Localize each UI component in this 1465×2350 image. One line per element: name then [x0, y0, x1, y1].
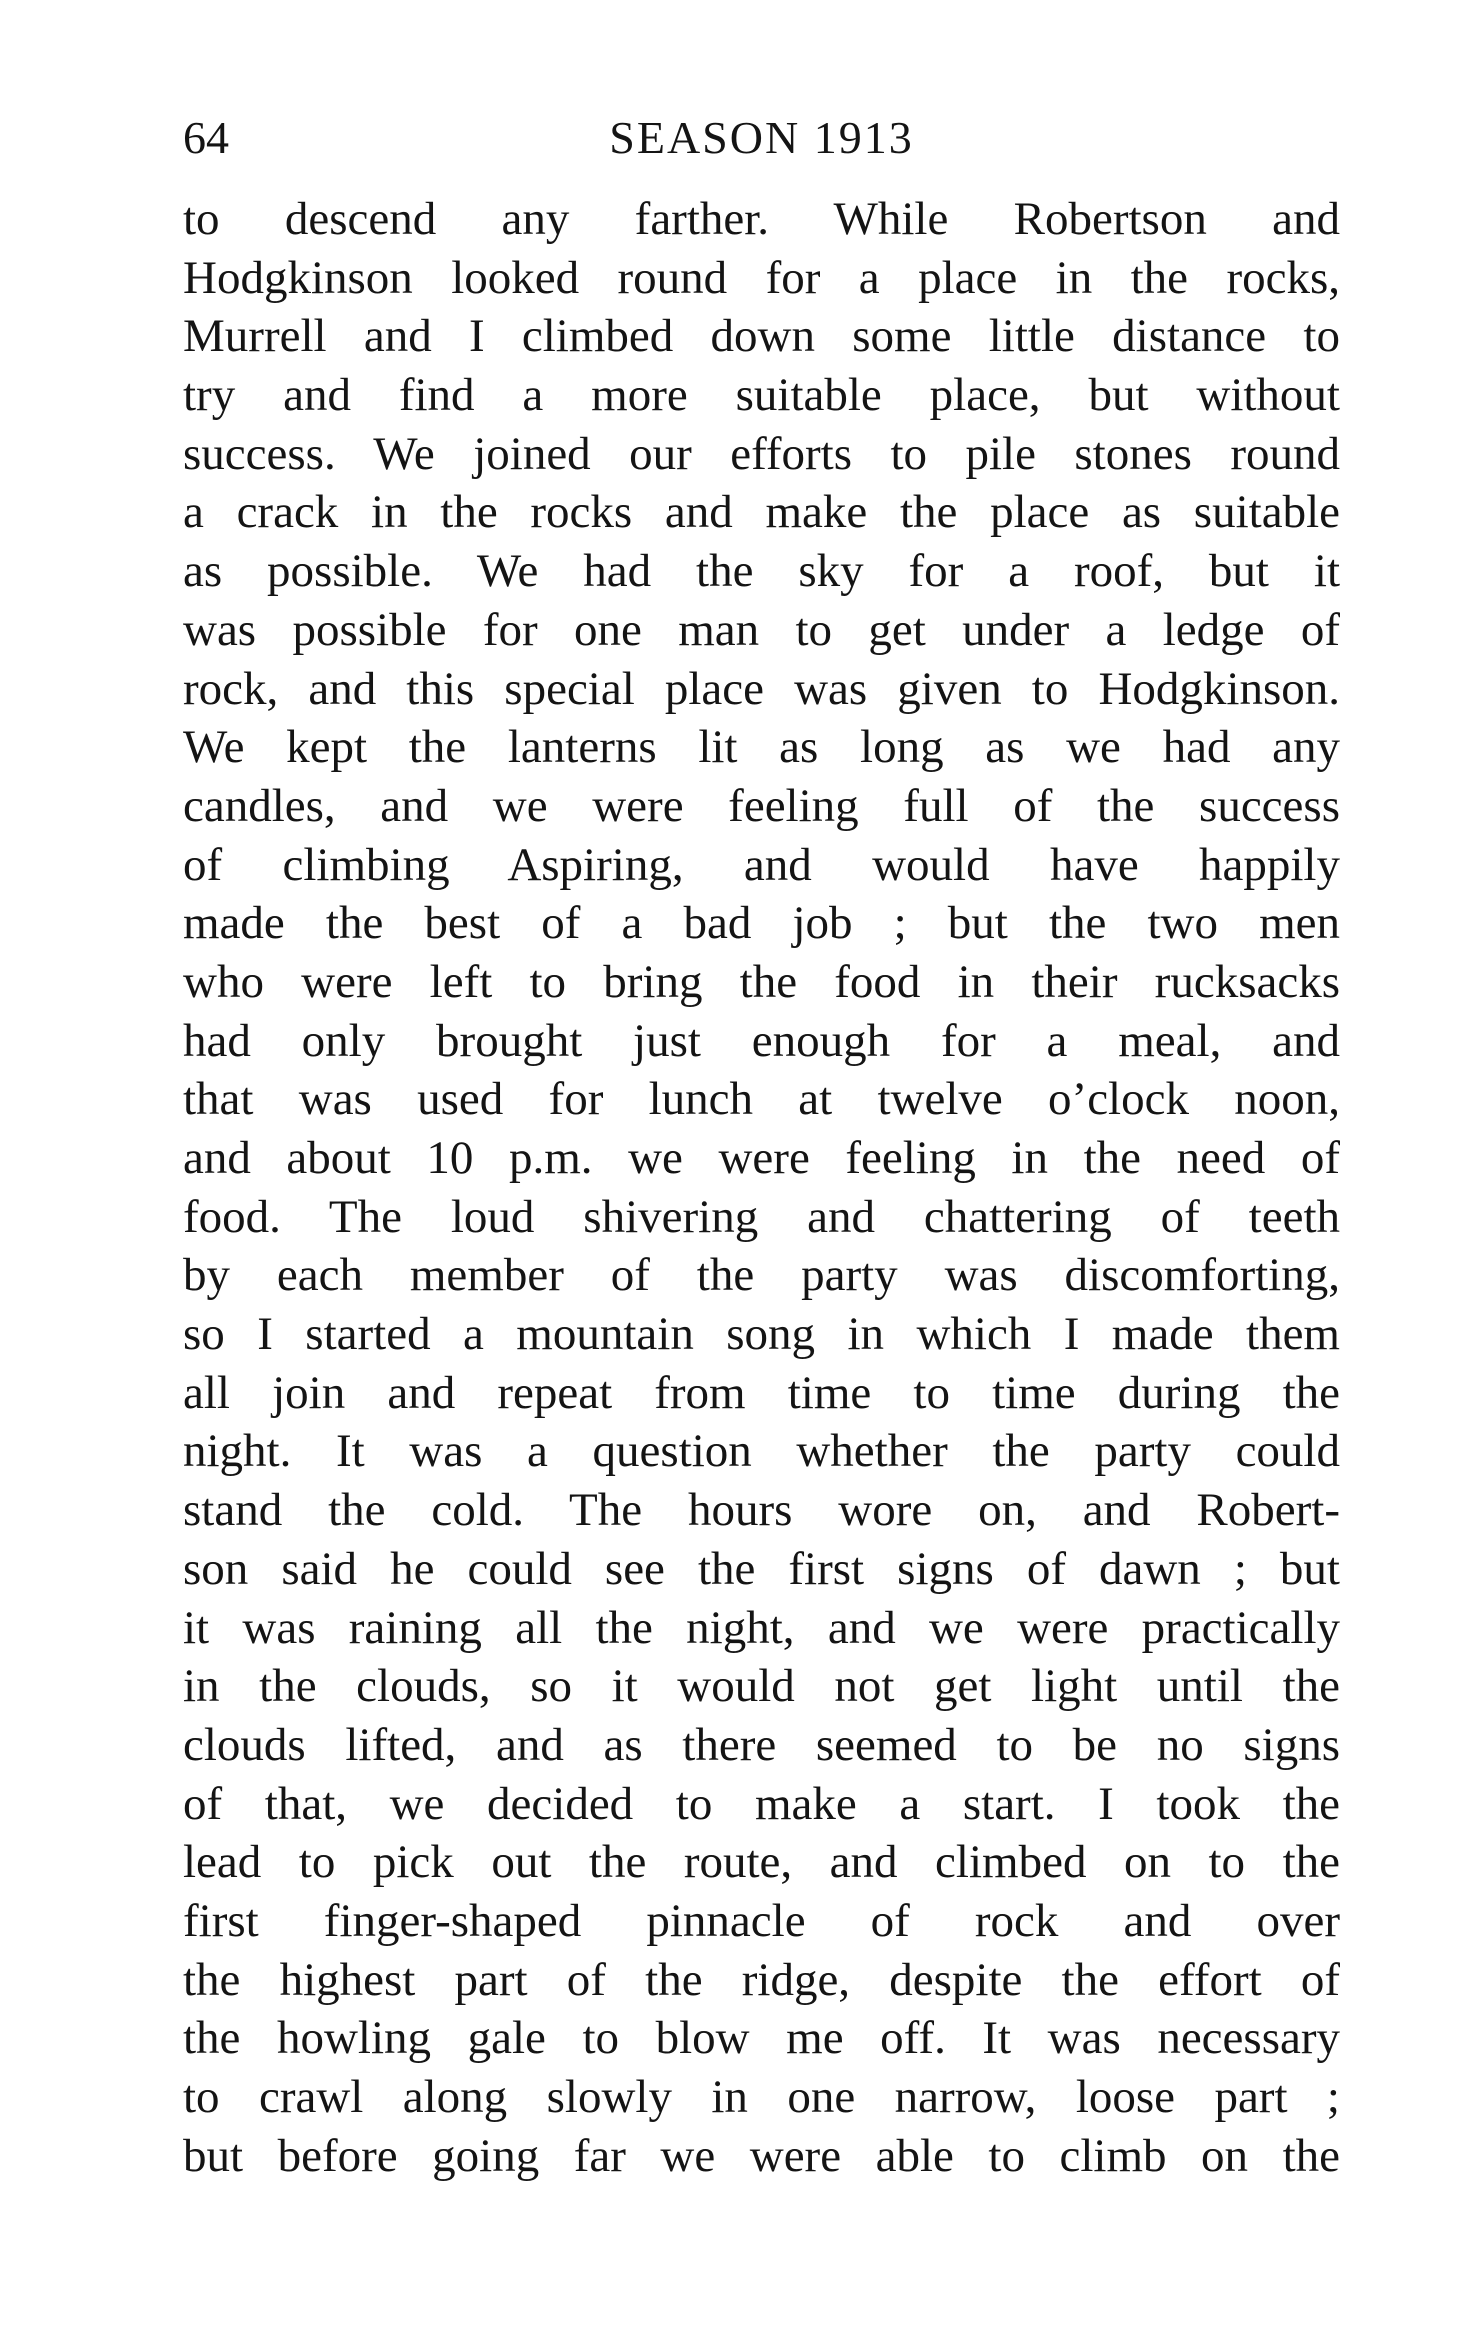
text-line: made the best of a bad job ; but the two men — [183, 897, 1340, 950]
running-head: SEASON 1913 — [609, 112, 914, 163]
text-line: candles, and we were feeling full of the success — [183, 779, 1340, 832]
text-line: to descend any farther. While Robertson and — [183, 193, 1340, 245]
text-line: success. We joined our efforts to pile stones round — [183, 427, 1340, 480]
text-line: food. The loud shivering and chattering of teeth — [183, 1190, 1340, 1243]
text-line: stand the cold. The hours wore on, and Robert- — [183, 1484, 1340, 1537]
text-line: We kept the lanterns lit as long as we had any — [183, 721, 1340, 774]
text-line: night. It was a question whether the party could — [183, 1425, 1340, 1478]
text-line: had only brought just enough for a meal, and — [183, 1014, 1340, 1067]
text-line: as possible. We had the sky for a roof, but it — [183, 545, 1340, 598]
text-line: so I started a mountain song in which I made them — [183, 1308, 1340, 1361]
text-line: rock, and this special place was given to Hodgkinson. — [183, 662, 1340, 715]
body-text — [183, 190, 1340, 2185]
text-line: clouds lifted, and as there seemed to be no signs — [183, 1718, 1340, 1771]
text-line: first finger-shaped pinnacle of rock and over — [183, 1894, 1340, 1947]
text-line: Murrell and I climbed down some little distance to — [183, 310, 1340, 363]
text-line: the howling gale to blow me off. It was necessary — [183, 2012, 1340, 2065]
text-line: to crawl along slowly in one narrow, loose part ; — [183, 2071, 1340, 2123]
page-header — [183, 108, 1340, 168]
page-number: 64 — [183, 112, 229, 163]
text-line: was possible for one man to get under a ledge of — [183, 603, 1340, 656]
text-line: by each member of the party was discomforting, — [183, 1249, 1340, 1302]
text-line: the highest part of the ridge, despite the effort of — [183, 1953, 1340, 2006]
text-line: all join and repeat from time to time during the — [183, 1366, 1340, 1419]
text-line: a crack in the rocks and make the place as suitable — [183, 486, 1340, 539]
text-line: Hodgkinson looked round for a place in the rocks, — [183, 251, 1340, 304]
text-line: of climbing Aspiring, and would have happily — [183, 838, 1340, 891]
text-line: and about 10 p.m. we were feeling in the need of — [183, 1132, 1340, 1184]
text-line: son said he could see the first signs of dawn ; but — [183, 1542, 1340, 1595]
text-line: that was used for lunch at twelve o’clock noon, — [183, 1073, 1340, 1126]
text-line: try and find a more suitable place, but without — [183, 369, 1340, 422]
text-line: lead to pick out the route, and climbed on to the — [183, 1836, 1340, 1889]
text-line: it was raining all the night, and we were practically — [183, 1601, 1340, 1654]
text-line: of that, we decided to make a start. I took the — [183, 1777, 1340, 1830]
text-line: in the clouds, so it would not get light until the — [183, 1660, 1340, 1713]
text-line: who were left to bring the food in their rucksacks — [183, 955, 1340, 1008]
text-line: but before going far we were able to climb on the — [183, 2129, 1340, 2182]
